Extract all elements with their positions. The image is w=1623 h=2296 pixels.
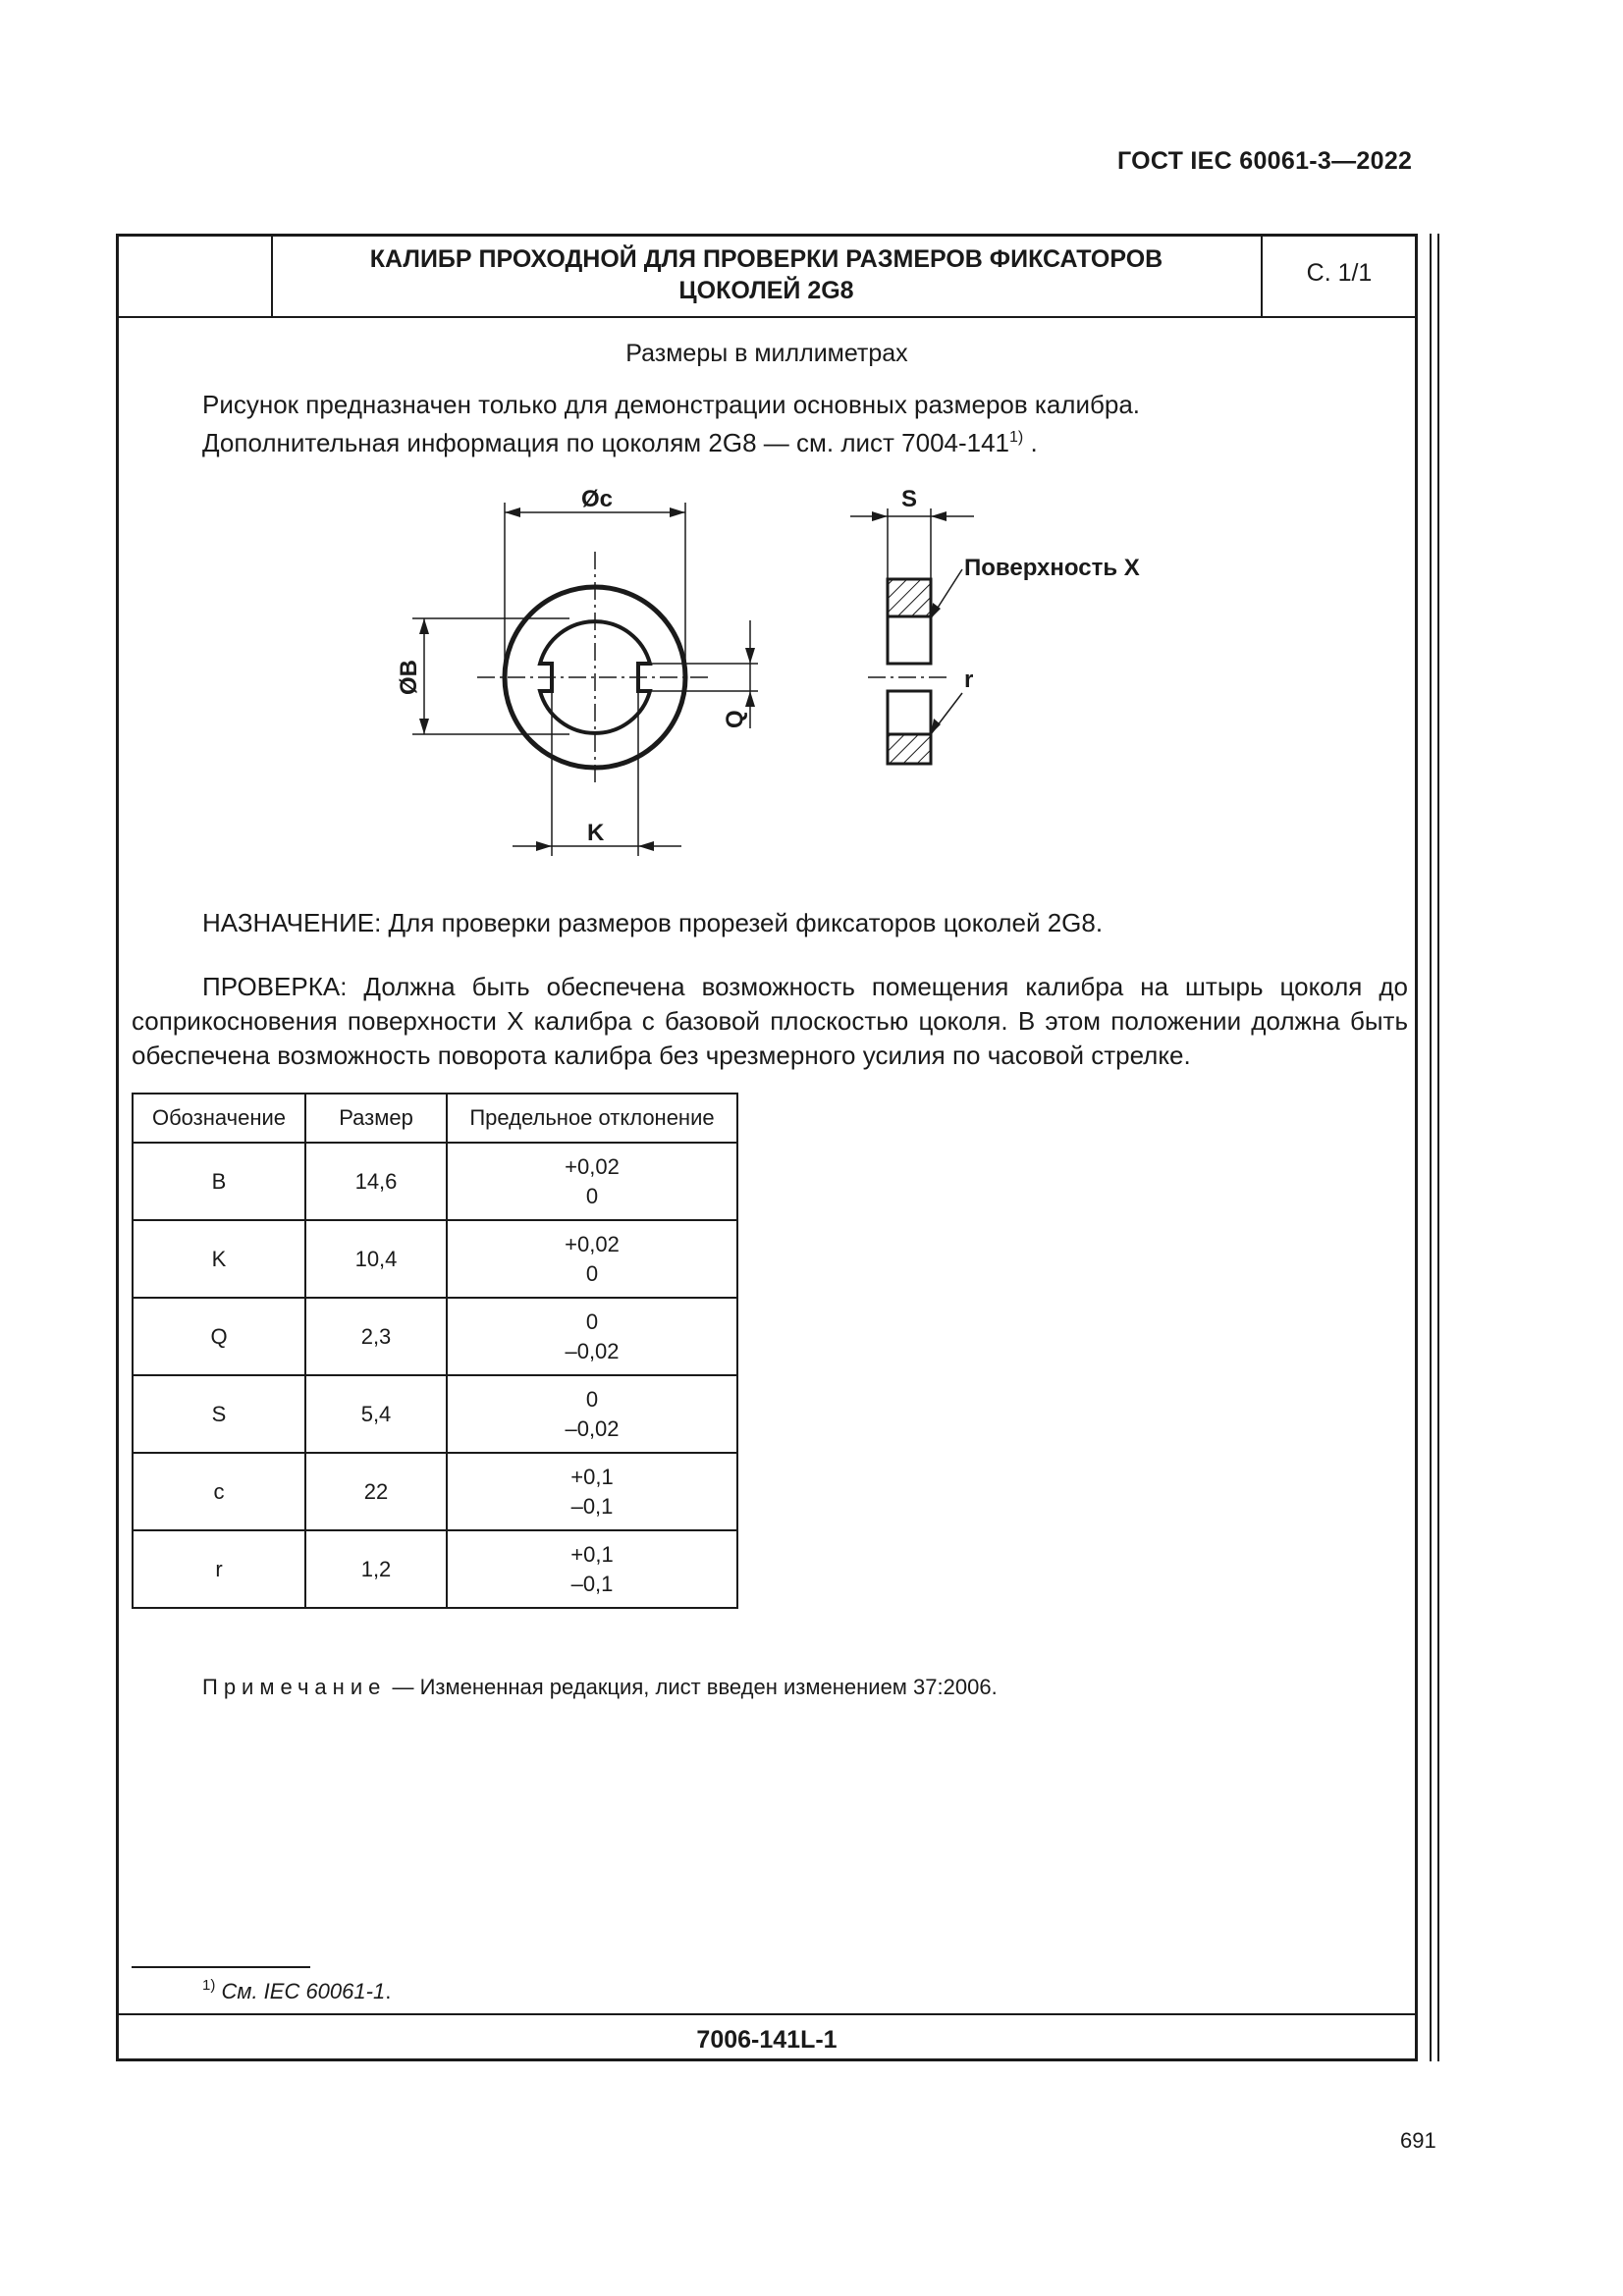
- side-section-lower: [888, 734, 931, 764]
- column-header: Размер: [305, 1094, 447, 1143]
- symbol-cell: S: [133, 1375, 305, 1453]
- footnote-separator: [132, 1966, 310, 1968]
- sheet-code: 7006-141L-1: [696, 2026, 838, 2054]
- purpose-text-line2: Дополнительная информация по цоколям 2G8 — см. лист 7004-141$^{1)}$ .: [202, 428, 1038, 457]
- check-text: ПРОВЕРКА: Должна быть обеспечена возможность помещения калибра на штырь цоколя до соприкосновения поверхности X калибра с базовой плоскостью цоколя. В этом положении должна быть обеспечена возможность поворота калибра без чрезмерного усилия по часовой стрелке.: [132, 972, 1408, 1070]
- label-q: Q: [722, 710, 748, 728]
- tolerance-cell: +0,1 –0,1: [447, 1530, 737, 1608]
- label-surface-x: Поверхность X: [964, 555, 1140, 581]
- side-section-slot: [888, 691, 931, 734]
- gauge-drawing: [363, 471, 1178, 864]
- table-row: [133, 1453, 737, 1530]
- sheet-title: [273, 243, 1260, 306]
- table-header-row: [133, 1094, 737, 1143]
- purpose-text-line1: Рисунок предназначен только для демонстрации основных размеров калибра.: [202, 390, 1141, 419]
- symbol-cell: r: [133, 1530, 305, 1608]
- side-section-upper: [888, 579, 931, 616]
- side-section-mid: [888, 616, 931, 664]
- tolerance-cell: +0,02 0: [447, 1220, 737, 1298]
- tolerance-cell: +0,02 0: [447, 1143, 737, 1220]
- size-cell: 1,2: [305, 1530, 447, 1608]
- sheet-number: С. 1/1: [1306, 259, 1373, 287]
- units-note: Размеры в миллиметрах: [625, 340, 908, 367]
- tolerance-cell: 0 –0,02: [447, 1298, 737, 1375]
- symbol-cell: B: [133, 1143, 305, 1220]
- table-row: [133, 1298, 737, 1375]
- size-cell: 14,6: [305, 1143, 447, 1220]
- size-cell: 2,3: [305, 1298, 447, 1375]
- table-row: [133, 1375, 737, 1453]
- footer-divider: [116, 2013, 1418, 2015]
- column-header: Предельное отклонение: [447, 1094, 737, 1143]
- symbol-cell: Q: [133, 1298, 305, 1375]
- dimensions-table: [132, 1093, 738, 1609]
- sheet-title-line1: КАЛИБР ПРОХОДНОЙ ДЛЯ ПРОВЕРКИ РАЗМЕРОВ ФИКСАТОРОВ: [369, 245, 1163, 273]
- label-c: Øc: [581, 486, 614, 512]
- table-row: [133, 1143, 737, 1220]
- header-divider: [116, 316, 1418, 318]
- frame-right-line: [1430, 234, 1432, 2061]
- label-r: r: [964, 667, 974, 693]
- sheet-title-line2: ЦОКОЛЕЙ 2G8: [678, 277, 854, 304]
- column-header: Обозначение: [133, 1094, 305, 1143]
- symbol-cell: K: [133, 1220, 305, 1298]
- label-b: ØB: [396, 660, 422, 695]
- table-row: [133, 1220, 737, 1298]
- note-text: Примечание — Измененная редакция, лист введен изменением 37:2006.: [202, 1675, 998, 1699]
- symbol-cell: c: [133, 1453, 305, 1530]
- page-number: 691: [1400, 2128, 1436, 2153]
- table-row: [133, 1530, 737, 1608]
- footnote: $^{1)}$ См. IEC 60061-1.: [202, 1977, 392, 2003]
- standard-code: ГОСТ IEC 60061-3—2022: [1117, 147, 1413, 175]
- footnote-ref: 1): [1009, 429, 1024, 446]
- label-s: S: [901, 486, 918, 512]
- tolerance-cell: +0,1 –0,1: [447, 1453, 737, 1530]
- size-cell: 22: [305, 1453, 447, 1530]
- assignment-text: НАЗНАЧЕНИЕ: Для проверки размеров прорезей фиксаторов цоколей 2G8.: [202, 908, 1104, 937]
- note-label: Примечание: [202, 1675, 387, 1699]
- tolerance-cell: 0 –0,02: [447, 1375, 737, 1453]
- size-cell: 10,4: [305, 1220, 447, 1298]
- size-cell: 5,4: [305, 1375, 447, 1453]
- label-k: K: [587, 820, 605, 846]
- frame-right-line: [1437, 234, 1439, 2061]
